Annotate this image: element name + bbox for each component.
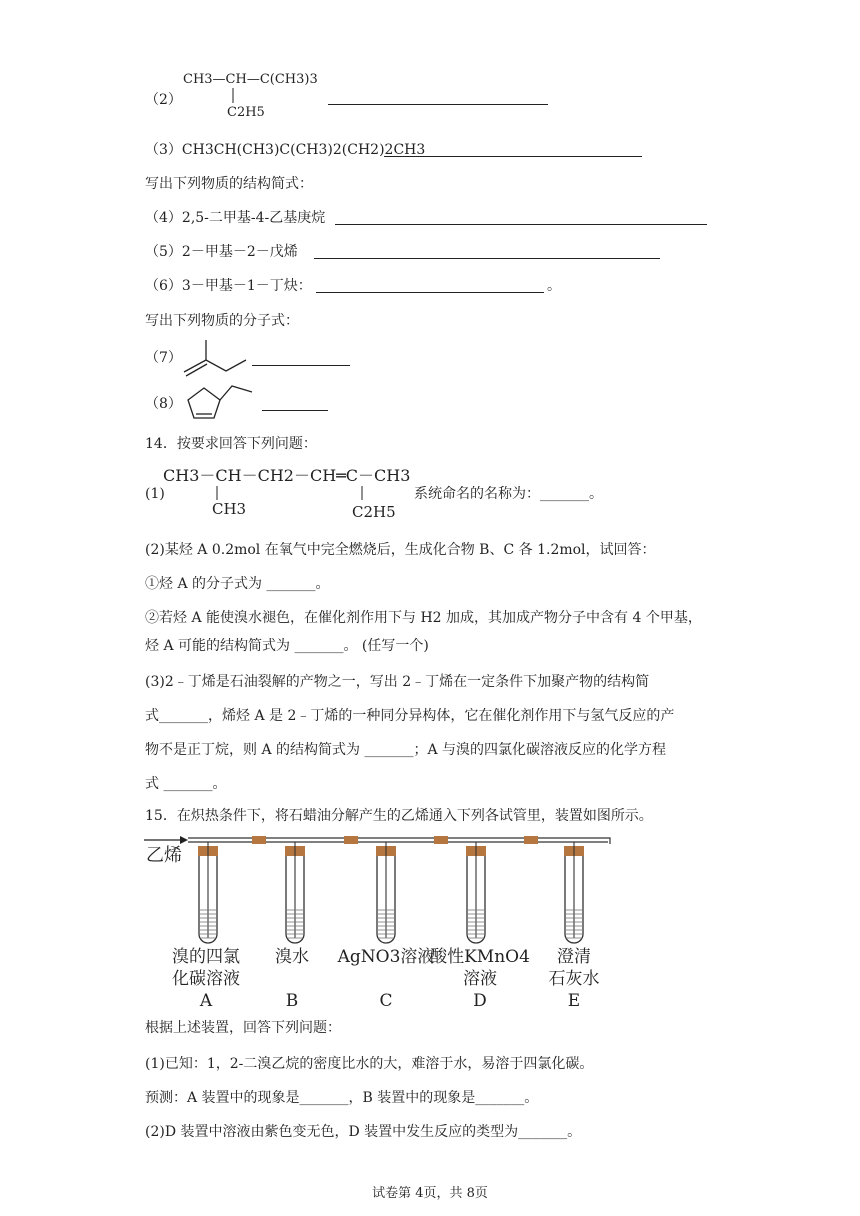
gas-label: 乙烯: [146, 845, 182, 866]
q14-part3-d: 式 _______。: [145, 776, 227, 792]
apparatus-diagram: [140, 830, 620, 950]
q13-item2-label: （2）: [145, 92, 182, 108]
tube-letter-E: E: [567, 991, 581, 1011]
tube-letter-B: B: [285, 991, 299, 1011]
test-tube-E: [564, 842, 584, 943]
answer-blank: [316, 278, 544, 293]
q13-item8-skeletal: [180, 378, 260, 422]
tube-label-D-line1: 酸性KMnO4: [430, 947, 530, 967]
test-tube-D: [466, 842, 486, 943]
q14-part1-chain: CH3－CH－CH2－CH═C－CH3: [163, 466, 411, 485]
q15-p1-known: (1)已知：1，2-二溴乙烷的密度比水的大，难溶于水，易溶于四氯化碳。: [145, 1056, 594, 1072]
answer-blank: [328, 90, 548, 105]
q14-part2-q2a: ②若烃 A 能使溴水褪色，在催化剂作用下与 H2 加成，其加成产物分子中含有 4 个甲基，: [145, 610, 702, 626]
q15-p2: (2)D 装置中溶液由紫色变无色，D 装置中发生反应的类型为_______。: [145, 1124, 582, 1140]
write-struct-heading: 写出下列物质的结构简式：: [145, 176, 313, 192]
page-footer: 试卷第 4页，共 8页: [372, 1186, 488, 1201]
answer-blank: [252, 351, 350, 366]
answer-blank: [335, 210, 707, 225]
q14-part1-label: (1): [145, 486, 165, 502]
q14-part3-c: 物不是正丁烷，则 A 的结构简式为 _______；A 与溴的四氯化碳溶液反应的化学方程: [145, 742, 667, 758]
q13-item7-label: （7）: [145, 350, 182, 366]
answer-blank: [262, 396, 328, 411]
q14-part1-branch1: CH3: [212, 500, 247, 518]
q15-p1-predict: 预测：A 装置中的现象是_______，B 装置中的现象是_______。: [145, 1090, 539, 1106]
tube-label-A-line1: 溴的四氯: [172, 947, 240, 967]
q13-item7-skeletal: [180, 338, 252, 378]
tube-label-D-line2: 溶液: [463, 969, 497, 989]
tube-label-E-line1: 澄清: [557, 947, 591, 967]
q15-title: 15．在炽热条件下，将石蜡油分解产生的乙烯通入下列各试管里，装置如图所示。: [145, 808, 653, 824]
q13-item2-formula: CH3—CH—C(CH3)3: [183, 72, 318, 87]
tube-letter-C: C: [379, 991, 393, 1011]
q15-answer-heading: 根据上述装置，回答下列问题：: [145, 1020, 341, 1036]
test-tube-A: [198, 842, 218, 943]
q14-part2-q1: ①烃 A 的分子式为 _______。: [145, 576, 330, 592]
q13-item5: （5）2－甲基－2－戊烯: [145, 244, 298, 260]
tube-label-C-line1: AgNO3溶液: [337, 947, 435, 967]
write-formula-heading: 写出下列物质的分子式：: [145, 313, 299, 329]
answer-blank: [384, 142, 642, 157]
test-tube-B: [285, 842, 305, 943]
q13-item2-bond: [230, 88, 236, 104]
q13-item6-end: 。: [547, 278, 561, 294]
tube-label-B-line1: 溴水: [275, 947, 309, 967]
q13-item3: （3）CH3CH(CH3)C(CH3)2(CH2)2CH3: [145, 142, 426, 158]
q14-part3-a: (3)2﹣丁烯是石油裂解的产物之一，写出 2﹣丁烯在一定条件下加聚产物的结构简: [145, 674, 650, 690]
tube-label-A-line2: 化碳溶液: [172, 969, 240, 989]
q13-item2-branch: C2H5: [227, 105, 265, 120]
q13-item6: （6）3－甲基－1－丁炔：: [145, 278, 312, 294]
tube-label-E-line2: 石灰水: [548, 969, 600, 989]
test-tube-C: [376, 842, 396, 943]
q14-title: 14．按要求回答下列问题：: [145, 436, 317, 452]
q13-item8-label: （8）: [145, 396, 182, 412]
answer-blank: [314, 244, 660, 259]
q14-part2-q2b: 烃 A 可能的结构简式为 _______。 (任写一个): [145, 638, 429, 654]
tube-letter-A: A: [199, 991, 213, 1011]
q13-item4: （4）2,5-二甲基-4-乙基庚烷: [145, 210, 326, 226]
q14-part1-branch2: C2H5: [352, 503, 396, 521]
tube-letter-D: D: [473, 991, 487, 1011]
q14-part2-intro: (2)某烃 A 0.2mol 在氧气中完全燃烧后，生成化合物 B、C 各 1.2mol，试回答：: [145, 542, 656, 558]
q14-part1-suffix: 系统命名的名称为：_______。: [414, 486, 603, 502]
q14-part3-b: 式_______，烯烃 A 是 2﹣丁烯的一种同分异构体，它在催化剂作用下与氢气反应的产: [145, 708, 675, 724]
